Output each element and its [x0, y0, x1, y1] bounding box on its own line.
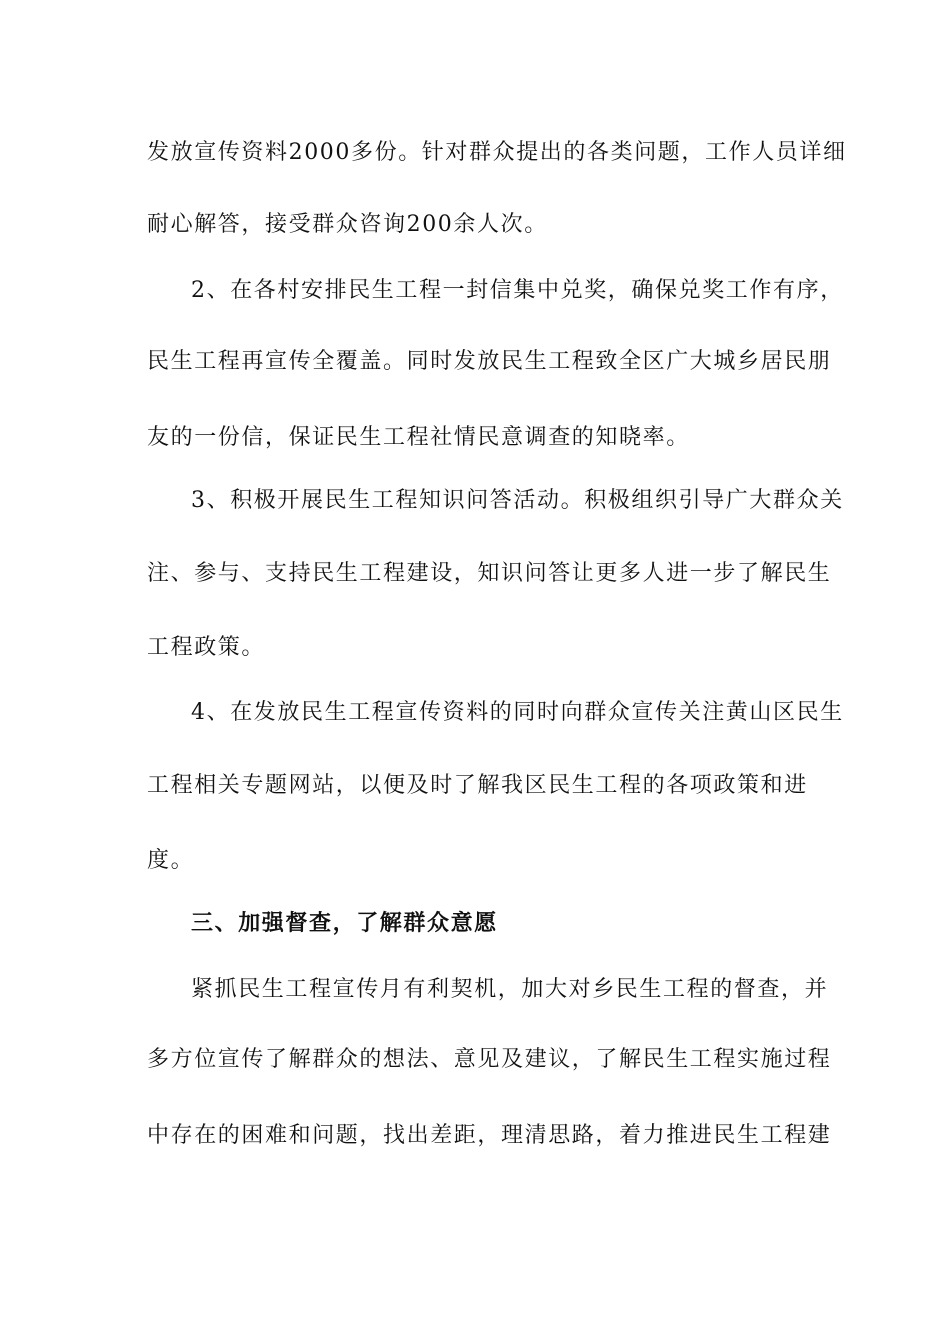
paragraph-line: 2、在各村安排民生工程一封信集中兑奖，确保兑奖工作有序，	[191, 278, 844, 303]
paragraph-line: 紧抓民生工程宣传月有利契机，加大对乡民生工程的督查，并	[191, 977, 829, 1002]
paragraph-line: 民生工程再宣传全覆盖。同时发放民生工程致全区广大城乡居民朋	[147, 349, 832, 374]
paragraph-line: 工程政策。	[147, 635, 266, 660]
paragraph-line: 度。	[147, 848, 195, 873]
paragraph-line: 多方位宣传了解群众的想法、意见及建议，了解民生工程实施过程	[147, 1047, 832, 1072]
paragraph-line: 工程相关专题网站，以便及时了解我区民生工程的各项政策和进	[147, 773, 808, 798]
paragraph-line: 4、在发放民生工程宣传资料的同时向群众宣传关注黄山区民生	[191, 700, 844, 725]
paragraph-line: 友的一份信，保证民生工程社情民意调查的知晓率。	[147, 425, 690, 450]
paragraph-line: 3、积极开展民生工程知识问答活动。积极组织引导广大群众关	[191, 488, 844, 513]
paragraph-line: 发放宣传资料2000多份。针对群众提出的各类问题，工作人员详细	[147, 140, 847, 165]
paragraph-line: 中存在的困难和问题，找出差距，理清思路，着力推进民生工程建	[147, 1123, 832, 1148]
paragraph-line: 耐心解答，接受群众咨询200余人次。	[147, 212, 548, 237]
paragraph-line: 注、参与、支持民生工程建设，知识问答让更多人进一步了解民生	[147, 561, 832, 586]
section-heading: 三、加强督查，了解群众意愿	[191, 910, 498, 936]
